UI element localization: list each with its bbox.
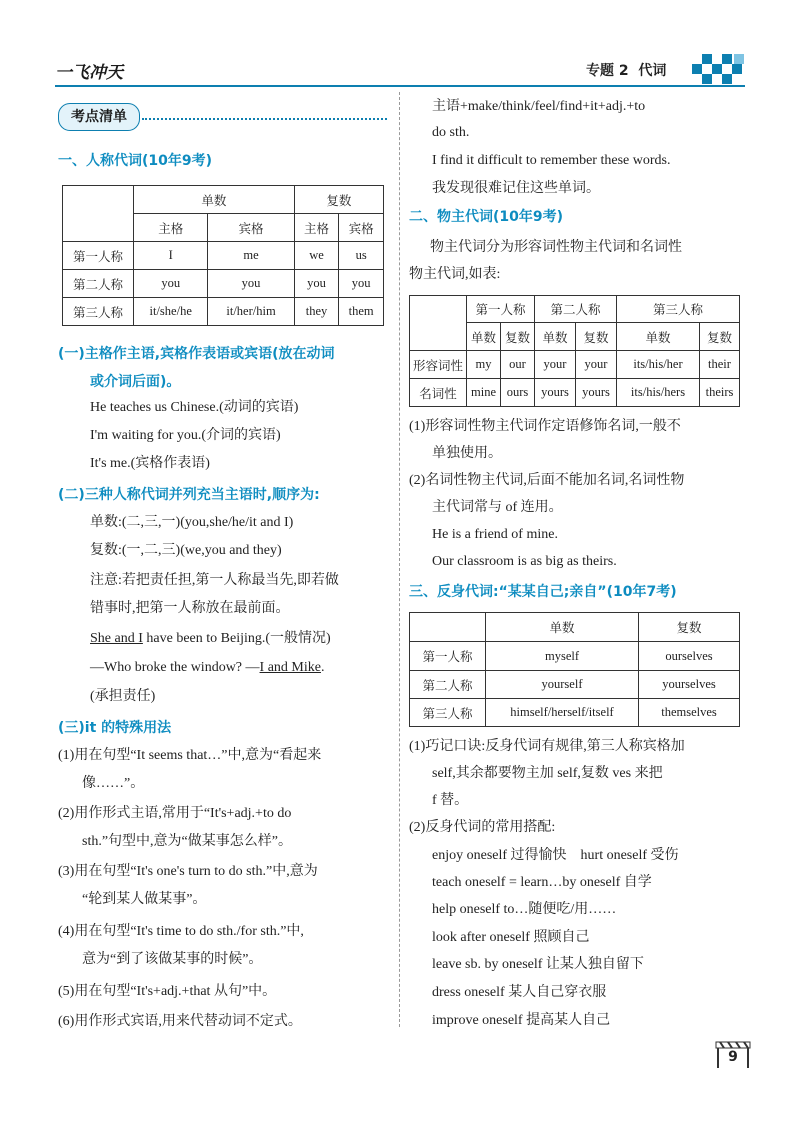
table-cell: 第三人称 (63, 298, 134, 326)
table-header: 复数 (700, 323, 740, 351)
section-title-possessive-pronouns: 二、物主代词(10年9考) (409, 209, 564, 225)
table-cell: your (576, 351, 617, 379)
it-usage-line: 像……”。 (82, 776, 145, 791)
possessive-pronoun-table (409, 295, 740, 407)
table-cell: us (339, 242, 384, 270)
table-cell: yourselves (639, 671, 740, 699)
table-cell: me (208, 242, 294, 270)
topic-number: 专题 2 (586, 63, 629, 79)
it-usage-line: “轮到某人做某事”。 (82, 892, 207, 907)
table-cell: them (339, 298, 384, 326)
table-cell: 形容词性 (410, 351, 467, 379)
intro-line: 物主代词,如表: (409, 267, 501, 282)
table-cell: 名词性 (410, 379, 467, 407)
table-cell: it/her/him (208, 298, 294, 326)
note-line: 主代词常与 of 连用。 (432, 500, 563, 515)
example-sentence: He teaches us Chinese.(动词的宾语) (90, 400, 299, 415)
table-header: 单数 (535, 323, 576, 351)
table-cell: ours (501, 379, 535, 407)
example-sentence: I'm waiting for you.(介词的宾语) (90, 428, 281, 443)
table-header: 复数 (639, 613, 740, 642)
table-row (410, 351, 740, 379)
example-text: . (320, 660, 325, 675)
brand-logo: 一飞冲天 (55, 63, 123, 83)
table-row (63, 298, 384, 326)
pattern-line: 主语+make/think/feel/find+it+adj.+to (432, 99, 646, 114)
pattern-line: do sth. (432, 125, 470, 140)
table-cell: mine (467, 379, 501, 407)
table-cell: 第二人称 (410, 671, 486, 699)
note-line: f 替。 (432, 793, 469, 808)
table-header: 单数 (617, 323, 700, 351)
table-cell: you (208, 270, 294, 298)
page-number: 9 (728, 1049, 738, 1065)
it-usage-line: (1)用在句型“It seems that…”中,意为“看起来 (58, 748, 322, 763)
example-dialogue (90, 657, 324, 679)
table-cell: myself (486, 642, 639, 671)
table-corner (410, 613, 486, 642)
table-row (63, 242, 384, 270)
subsection-title: (三)it 的特殊用法 (58, 720, 172, 736)
note-line: (2)名词性物主代词,后面不能加名词,名词性物 (409, 473, 685, 488)
table-row (63, 270, 384, 298)
collocation-line: leave sb. by oneself 让某人独自留下 (432, 957, 644, 972)
example-translation: 我发现很难记住这些单词。 (432, 181, 600, 196)
table-header: 复数 (294, 186, 383, 214)
collocation-line: improve oneself 提高某人自己 (432, 1013, 611, 1028)
note-line: 错事时,把第一人称放在最前面。 (90, 601, 290, 616)
example-sentence: He is a friend of mine. (432, 527, 558, 542)
personal-pronoun-table (62, 185, 384, 326)
column-divider (399, 92, 400, 1027)
underlined-subject: I and Mike (259, 660, 321, 675)
collocation-line: look after oneself 照顾自己 (432, 930, 590, 945)
table-header: 宾格 (339, 214, 384, 242)
table-header: 复数 (576, 323, 617, 351)
it-usage-line: 意为“到了该做某事的时候”。 (82, 952, 263, 967)
it-usage-line: (2)用作形式主语,常用于“It's+adj.+to do (58, 806, 292, 821)
page-number-badge (714, 1040, 752, 1070)
table-cell: its/his/her (617, 351, 700, 379)
collocation-line: teach oneself = learn…by oneself 自学 (432, 875, 652, 890)
note-line: 单独使用。 (432, 446, 502, 461)
table-cell: their (700, 351, 740, 379)
table-cell: 第一人称 (63, 242, 134, 270)
table-cell: 第二人称 (63, 270, 134, 298)
table-header: 单数 (486, 613, 639, 642)
table-cell: they (294, 298, 339, 326)
table-cell: you (339, 270, 384, 298)
table-header: 第二人称 (535, 296, 617, 323)
it-usage-line: sth.”句型中,意为“做某事怎么样”。 (82, 834, 292, 849)
table-cell: its/his/hers (617, 379, 700, 407)
example-text: have been to Beijing.(一般情况) (142, 631, 331, 646)
collocation-line: help oneself to…随便吃/用…… (432, 902, 617, 917)
table-header: 第三人称 (617, 296, 740, 323)
example-sentence: It's me.(宾格作表语) (90, 456, 210, 471)
table-cell: it/she/he (134, 298, 208, 326)
table-row (410, 671, 740, 699)
header-rule (55, 85, 745, 87)
table-cell: themselves (639, 699, 740, 727)
it-usage-line: (4)用在句型“It's time to do sth./for sth.”中, (58, 924, 304, 939)
underlined-subject: She and I (90, 631, 143, 646)
table-cell: you (134, 270, 208, 298)
table-header: 宾格 (208, 214, 294, 242)
topic-title (586, 60, 666, 80)
note-line: (1)形容词性物主代词作定语修饰名词,一般不 (409, 419, 681, 434)
intro-line: 物主代词分为形容词性物主代词和名词性 (430, 240, 682, 255)
example-note: (承担责任) (90, 689, 156, 704)
table-cell: you (294, 270, 339, 298)
dotted-rule (142, 118, 387, 120)
table-cell: yourself (486, 671, 639, 699)
table-cell: theirs (700, 379, 740, 407)
collocation-line: enjoy oneself 过得愉快 hurt oneself 受伤 (432, 848, 679, 863)
reflexive-pronoun-table (409, 612, 740, 727)
table-header: 第一人称 (467, 296, 535, 323)
topic-name: 代词 (638, 63, 667, 79)
table-header: 单数 (467, 323, 501, 351)
it-usage-line: (3)用在句型“It's one's turn to do sth.”中,意为 (58, 864, 318, 879)
table-cell: himself/herself/itself (486, 699, 639, 727)
checker-decoration (692, 54, 744, 84)
it-usage-line: (6)用作形式宾语,用来代替动词不定式。 (58, 1014, 302, 1029)
note-line: (2)反身代词的常用搭配: (409, 820, 556, 835)
order-line: 复数:(一,二,三)(we,you and they) (90, 543, 282, 558)
table-cell: your (535, 351, 576, 379)
table-row (410, 642, 740, 671)
collocation-line: dress oneself 某人自己穿衣服 (432, 985, 607, 1000)
subsection-title: (二)三种人称代词并列充当主语时,顺序为: (58, 487, 320, 503)
note-line: self,其余都要物主加 self,复数 ves 来把 (432, 766, 663, 781)
table-row (410, 379, 740, 407)
table-cell: our (501, 351, 535, 379)
note-line: (1)巧记口诀:反身代词有规律,第三人称宾格加 (409, 739, 685, 754)
table-header: 单数 (134, 186, 295, 214)
it-usage-line: (5)用在句型“It's+adj.+that 从句”中。 (58, 984, 277, 999)
table-cell: my (467, 351, 501, 379)
example-text: —Who broke the window? — (90, 660, 260, 675)
section-title-reflexive-pronouns: 三、反身代词:“某某自己;亲自”(10年7考) (409, 584, 677, 600)
order-line: 单数:(二,三,一)(you,she/he/it and I) (90, 515, 294, 530)
note-line: 注意:若把责任担,第一人称最当先,即若做 (90, 573, 339, 588)
table-cell: ourselves (639, 642, 740, 671)
section-title-personal-pronouns: 一、人称代词(10年9考) (58, 153, 213, 169)
example-sentence (90, 628, 331, 650)
table-corner (410, 296, 467, 351)
table-cell: we (294, 242, 339, 270)
table-cell: I (134, 242, 208, 270)
table-cell: yours (535, 379, 576, 407)
table-header: 主格 (134, 214, 208, 242)
table-row (410, 699, 740, 727)
table-corner (63, 186, 134, 242)
table-cell: yours (576, 379, 617, 407)
subsection-title: (一)主格作主语,宾格作表语或宾语(放在动词 (58, 346, 335, 362)
subsection-title-cont: 或介词后面)。 (90, 374, 181, 390)
example-sentence: Our classroom is as big as theirs. (432, 554, 617, 569)
table-cell: 第三人称 (410, 699, 486, 727)
example-sentence: I find it difficult to remember these words. (432, 153, 671, 168)
section-badge: 考点清单 (58, 103, 140, 131)
table-header: 复数 (501, 323, 535, 351)
table-cell: 第一人称 (410, 642, 486, 671)
table-header: 主格 (294, 214, 339, 242)
